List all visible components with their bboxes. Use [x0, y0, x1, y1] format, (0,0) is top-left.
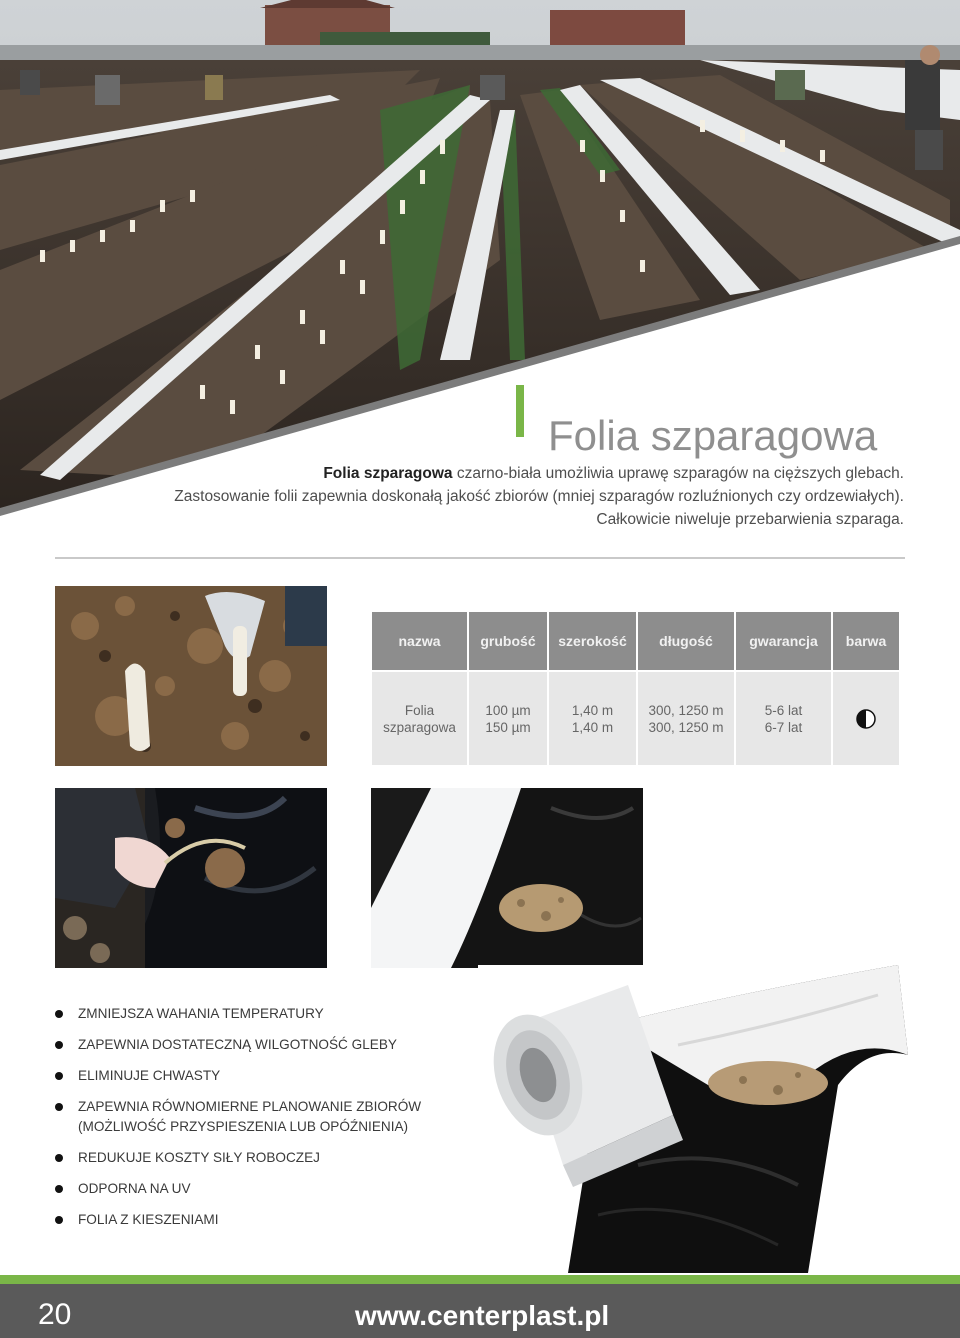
- half-black-half-white-circle-icon: [856, 709, 876, 729]
- intro-bold-lead: Folia szparagowa: [323, 465, 453, 482]
- bullet-icon: [55, 1072, 63, 1080]
- cell-width-2: 1,40 m: [571, 719, 614, 735]
- title-accent-bar: [516, 385, 524, 437]
- cell-thickness-2: 150 µm: [485, 719, 531, 735]
- header-thickness: grubość: [469, 612, 547, 670]
- spec-table-row: [372, 672, 905, 765]
- feature-text: ZAPEWNIA DOSTATECZNĄ WILGOTNOŚĆ GLEBY: [78, 1037, 397, 1052]
- intro-line2: Zastosowanie folii zapewnia doskonałą jakość zbiorów (mniej szparagów rozluźnionych czy ordzewiałych).: [174, 488, 904, 505]
- cell-width: [549, 672, 636, 765]
- header-color: barwa: [833, 612, 899, 670]
- intro-text: [24, 462, 904, 531]
- cell-thickness: [469, 672, 547, 765]
- feature-text: FOLIA Z KIESZENIAMI: [78, 1212, 219, 1227]
- bullet-icon: [55, 1216, 63, 1224]
- cell-length: [638, 672, 734, 765]
- header-name: nazwa: [372, 612, 467, 670]
- cell-warranty: [736, 672, 831, 765]
- list-item: [55, 1148, 455, 1168]
- feature-list: [55, 1004, 455, 1241]
- page-title: Folia szparagowa: [548, 412, 878, 460]
- cell-thickness-1: 100 µm: [485, 702, 531, 718]
- feature-text: ZMNIEJSZA WAHANIA TEMPERATURY: [78, 1006, 324, 1021]
- bullet-icon: [55, 1103, 63, 1111]
- intro-line1: czarno-biała umożliwia uprawę szparagów na cięższych glebach.: [452, 465, 904, 482]
- photo-asparagus-harvest: [55, 586, 327, 766]
- photo-film-in-use: [55, 788, 327, 968]
- cell-warranty-1: 5-6 lat: [764, 702, 803, 718]
- page-number: 20: [38, 1298, 72, 1331]
- feature-text: ZAPEWNIA RÓWNOMIERNE PLANOWANIE ZBIORÓW (MOŻLIWOŚĆ PRZYSPIESZENIA LUB OPÓŹNIENIA): [78, 1099, 422, 1134]
- list-item: [55, 1035, 455, 1055]
- cell-length-1: 300, 1250 m: [648, 702, 724, 718]
- cell-name-line2: szparagowa: [383, 719, 456, 735]
- list-item: [55, 1097, 455, 1137]
- photo-film-closeup: [371, 788, 643, 968]
- photo-film-roll: [478, 965, 908, 1273]
- list-item: [55, 1179, 455, 1199]
- website-link[interactable]: www.centerplast.pl: [355, 1300, 610, 1331]
- cell-name-line1: Folia: [404, 702, 435, 718]
- list-item: [55, 1004, 455, 1024]
- spec-table-header: [372, 612, 905, 670]
- bullet-icon: [55, 1010, 63, 1018]
- list-item: [55, 1066, 455, 1086]
- bullet-icon: [55, 1154, 63, 1162]
- list-item: [55, 1210, 455, 1230]
- header-width: szerokość: [549, 612, 636, 670]
- footer-accent-bar: [0, 1275, 960, 1284]
- header-warranty: gwarancja: [736, 612, 831, 670]
- feature-text: ODPORNA NA UV: [78, 1181, 191, 1196]
- bullet-icon: [55, 1041, 63, 1049]
- cell-warranty-2: 6-7 lat: [764, 719, 803, 735]
- cell-length-2: 300, 1250 m: [648, 719, 724, 735]
- bullet-icon: [55, 1185, 63, 1193]
- header-length: długość: [638, 612, 734, 670]
- cell-color: [833, 672, 899, 765]
- feature-text: ELIMINUJE CHWASTY: [78, 1068, 221, 1083]
- section-divider: [55, 557, 905, 559]
- cell-width-1: 1,40 m: [571, 702, 614, 718]
- cell-name: [372, 672, 467, 765]
- feature-text: REDUKUJE KOSZTY SIŁY ROBOCZEJ: [78, 1150, 320, 1165]
- intro-line3: Całkowicie niweluje przebarwienia szparaga.: [596, 511, 904, 528]
